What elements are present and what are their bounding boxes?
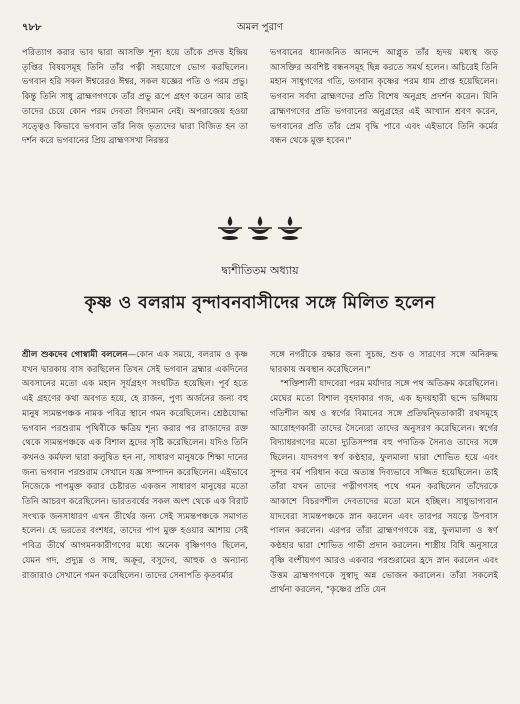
top-right-column — [270, 46, 498, 208]
lamp-ornament-icon — [218, 216, 242, 240]
speaker-lead: শ্রীল শুকদেব গোস্বামী বললেন — [22, 350, 128, 360]
lamp-ornament-icon — [248, 216, 272, 240]
bottom-left-column — [22, 348, 248, 694]
section-ornament — [0, 214, 520, 240]
page-header — [22, 20, 498, 38]
lamp-ornament-icon — [278, 216, 302, 240]
chapter-title: কৃষ্ণ ও বলরাম বৃন্দাবনবাসীদের সঙ্গে মিলিত হলেন — [84, 293, 436, 313]
paragraph: পরিত্যাগ করার ভাব দ্বারা আসক্তি শূন্য হয়ে তাঁকে প্রদত্ত ইন্দ্রিয় তৃপ্তির বিষয়সমূহ তিনি তাঁর পত্নী সহযোগে ভোগ করছিলেন। ভগবান হরি সকল ঈশ্বরেরও ঈশ্বর, সকল যজ্ঞের পতি ও পরম প্রভু। কিন্তু তিনি সাধু ব্রাহ্মণগণকে তাঁর প্রভু রূপে গ্রহণ করেন আর তাই তাদের চেয়ে কোন পরম দেবতা বিদ্যমান নেই। অপরাজেয় হওয়া সত্ত্বেও কিভাবে ভগবান তাঁর নিজ ভৃত্যদের দ্বারা বিজিত হন তা দর্শন করে ভগবানের প্রিয় ব্রাহ্মণসখা নিরন্তর — [22, 48, 248, 147]
running-head: অমল পুরাণ — [236, 22, 284, 33]
paragraph: "শক্তিশালী যাদবেরা পরম মর্যাদার সঙ্গে পথ অতিক্রম করেছিলেন। মেঘের মতো বিশাল বৃহদাকার গজ, এক হৃদয়হারী ছন্দে ভঙ্গিমায় গতিশীল অশ্ব ও স্বর্গের বিমানের সঙ্গে প্রতিদ্বন্দ্বিতাকারী রথসমূহে আরোহণকারী তাদের সৈন্যেরা তাদের অনুসরণ করেছিলেন। স্বর্গের বিদ্যাধরগণের মতো দ্যুতিসম্পন্ন বহু পদাতিক সৈন্যও তাদের সঙ্গে ছিলেন। যাদবগণ স্বর্ণ কণ্ঠহার, ফুলমালা দ্বারা শোভিত হয়ে এবং সুন্দর বর্ম পরিধান করে অত্যন্ত দিব্যভাবে সজ্জিত হয়েছিলেন। তাই তাঁরা যখন তাদের পত্নীগণসহ পথে গমন করছিলেন তাঁদেরকে আকাশে বিচরণশীল দেবতাদের মতো মনে হচ্ছিল। সাধুভাগ্যবান যাদবেরা স্যমন্তপঞ্চকে স্নান করলেন এবং তারপর সযত্নে উপবাস পালন করলেন। এরপর তাঁরা ব্রাহ্মণগণকে বস্ত্র, ফুলমালা ও স্বর্ণ কণ্ঠহার দ্বারা শোভিত গাভী প্রদান করলেন। শাস্ত্রীয় বিধি অনুসারে বৃষ্ণি বংশীয়গণ আরও একবার পরশুরামের হ্রদে স্নান করলেন এবং উত্তম ব্রাহ্মণগণকে সুস্বাদু অন্ন ভোজন করালেন। তাঁরা সকলেই প্রার্থনা করলেন, "কৃষ্ণের প্রতি যেন — [270, 379, 498, 596]
paragraph-text: —কোন এক সময়ে, বলরাম ও কৃষ্ণ যখন দ্বারকায় বাস করছিলেন তিখন সেই ভগবান ব্রহ্মার একদিনের অবসানের মতো এক মহান সূর্যগ্রহণ সংঘটিত হয়েছিল। পূর্ব হতে এই গ্রহণের কথা অবগত হয়ে, হে রাজন, পুণ্য অর্জনের জন্য বহু মানুষ স্যমন্তপঞ্চক নামক পবিত্র স্থানে গমন করেছিলেন। শ্রেষ্ঠযোদ্ধা ভগবান পরশুরাম পৃথিবীকে ক্ষত্রিয় শূন্য করার পর রাজাদের রক্ত থেকে স্যমন্তপঞ্চকে এক বিশাল হ্রদের সৃষ্টি করেছিলেন। যদিও তিনি কখনও কর্মফল দ্বারা কলুষিত হন না, সাধারণ মানুষকে শিক্ষা দানের জন্য ভগবান পরশুরাম সেখানে যজ্ঞ সম্পাদন করেছিলেন। এইভাবে নিজেকে পাপমুক্ত করার চেষ্টারত একজন সাধারণ মানুষের মতো তিনি আচরণ করেছিলেন। ভারতবর্ষের সকল অংশ থেকে এক বিরাট সংখ্যক জনসাধারণ এখন তীর্থের জন্য সেই স্যমন্তপঞ্চকে সমাগত হলেন। হে ভরতের বংশধর, তাদের পাপ মুক্ত হওয়ার আশায় সেই পবিত্র তীর্থে আগমনকারীগণের মধ্যে অনেক বৃষ্ণিগণও ছিলেন, যেমন গদ, প্রদ্যুম্ন ও সাম্ব, অক্রূর, বসুদেব, আহুক ও অন্যান্য রাজারাও সেখানে গমন করেছিলেন। তাদের সেনাপতি কৃতবর্মার — [22, 350, 248, 581]
page-number: ৭৮৮ — [22, 22, 42, 33]
bottom-right-column — [270, 348, 498, 694]
chapter-number: দ্ব্যশীতিতম অধ্যায় — [221, 264, 299, 277]
paragraph: ভগবানের ধ্যানজনিত আনন্দে আপ্লুত তাঁর হৃদয় মধ্যস্থ জড় আসক্তির অবশিষ্ট বন্ধনসমূহ ছিন্ন করতে সমর্থ হলেন। অচিরেই তিনি মহান সাধুগণের গতি, ভগবান কৃষ্ণের পরম ধাম প্রাপ্ত হয়েছিলেন। ভগবান সর্বদা ব্রাহ্মণদের প্রতি বিশেষ অনুগ্রহ প্রদর্শন করেন। যিনি ব্রাহ্মণগণের প্রতি ভগবানের অনুগ্রহের এই আখ্যান শ্রবণ করেন, ভগবানের প্রতি তাঁর প্রেম বৃদ্ধি পাবে এবং এইভাবে তিনি কর্মের বন্ধন থেকে মুক্ত হবেন।" — [270, 48, 498, 147]
paragraph — [22, 348, 248, 583]
top-left-column — [22, 46, 248, 208]
paragraph: সঙ্গে নগরীকে রক্ষার জন্য সুচন্দ্র, শুক ও সারণের সঙ্গে অনিরুদ্ধ দ্বারকায় অবস্থান করেছিলেন।" — [270, 350, 498, 375]
